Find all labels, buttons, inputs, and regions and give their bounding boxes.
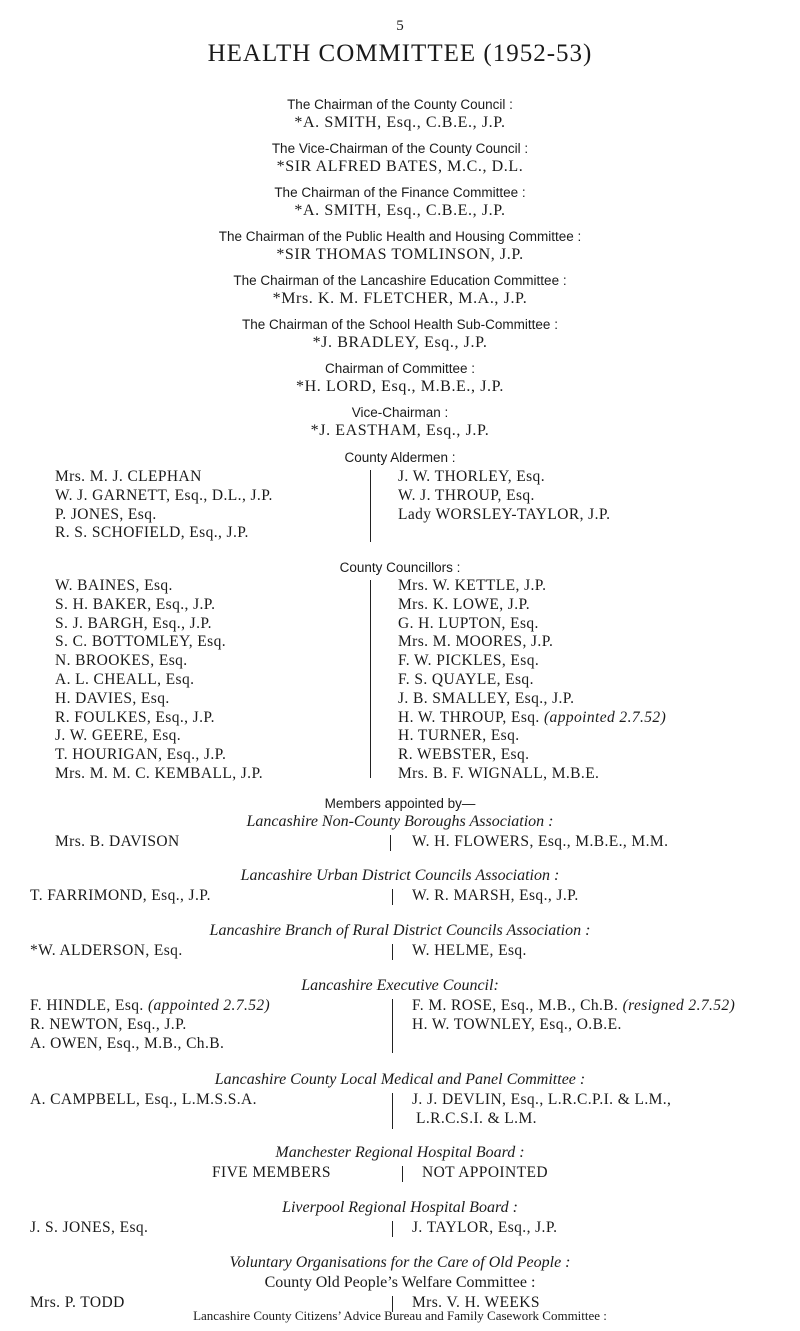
- body-title: Voluntary Organisations for the Care of Old People :: [229, 1254, 571, 1271]
- councillor-name: A. L. CHEALL, Esq.: [55, 670, 195, 688]
- councillor-name: Mrs. M. MOORES, J.P.: [398, 633, 554, 651]
- member-name: W. H. FLOWERS, Esq., M.B.E., M.M.: [412, 833, 669, 850]
- officer-name: *J. EASTHAM, Esq., J.P.: [310, 422, 490, 439]
- page-title: HEALTH COMMITTEE (1952-53): [207, 40, 593, 67]
- body-title: Lancashire Executive Council:: [301, 977, 499, 994]
- column-divider: [370, 470, 371, 542]
- officer-role: The Chairman of the County Council :: [287, 97, 513, 112]
- column-divider: [402, 1166, 403, 1182]
- alderman-name: P. JONES, Esq.: [55, 505, 157, 523]
- members-title: Members appointed by—: [324, 796, 476, 811]
- body-title: Lancashire Non-County Boroughs Association :: [246, 813, 554, 830]
- body-subtitle: County Old People’s Welfare Committee :: [264, 1274, 536, 1291]
- member-name: W. HELME, Esq.: [412, 942, 527, 959]
- member-name: NOT APPOINTED: [422, 1164, 548, 1181]
- column-divider: [392, 944, 393, 960]
- column-divider: [392, 889, 393, 905]
- officer-name: *J. BRADLEY, Esq., J.P.: [312, 334, 488, 351]
- executive-right-list: [412, 997, 735, 1035]
- column-divider: [392, 1093, 393, 1129]
- alderman-name: W. J. THROUP, Esq.: [398, 486, 535, 504]
- alderman-name: W. J. GARNETT, Esq., D.L., J.P.: [55, 486, 273, 504]
- councillor-name: W. BAINES, Esq.: [55, 577, 173, 594]
- officer-role: The Chairman of the Lancashire Education Committee :: [233, 273, 567, 288]
- member-name: A. CAMPBELL, Esq., L.M.S.S.A.: [30, 1091, 257, 1108]
- member-name: F. HINDLE, Esq.: [30, 997, 144, 1014]
- officer-name: *Mrs. K. M. FLETCHER, M.A., J.P.: [272, 290, 528, 307]
- member-name: T. FARRIMOND, Esq., J.P.: [30, 887, 211, 904]
- alderman-name: Lady WORSLEY-TAYLOR, J.P.: [398, 505, 611, 523]
- member-name: Mrs. P. TODD: [30, 1294, 125, 1311]
- member-name: Mrs. B. DAVISON: [55, 833, 180, 850]
- column-divider: [392, 999, 393, 1053]
- councillors-left-list: [55, 577, 263, 784]
- officer-role: The Chairman of the Public Health and Housing Committee :: [218, 229, 582, 244]
- councillor-name: J. B. SMALLEY, Esq., J.P.: [398, 689, 575, 707]
- councillor-name: Mrs. B. F. WIGNALL, M.B.E.: [398, 764, 600, 782]
- councillors-title: County Councillors :: [339, 560, 461, 575]
- officer-role: The Chairman of the Finance Committee :: [274, 185, 526, 200]
- officer-name: *SIR ALFRED BATES, M.C., D.L.: [276, 158, 524, 175]
- executive-left-list: [30, 997, 270, 1053]
- officer-role: The Chairman of the School Health Sub-Committee :: [242, 317, 558, 332]
- officer-role: The Vice-Chairman of the County Council :: [271, 141, 529, 156]
- councillor-name: H. W. THROUP, Esq.: [398, 708, 540, 726]
- member-name: J. J. DEVLIN, Esq., L.R.C.P.I. & L.M.,: [412, 1091, 672, 1108]
- officer-name: *SIR THOMAS TOMLINSON, J.P.: [276, 246, 524, 263]
- councillor-name: G. H. LUPTON, Esq.: [398, 614, 539, 632]
- officer-name: *H. LORD, Esq., M.B.E., J.P.: [296, 378, 504, 395]
- member-name: F. M. ROSE, Esq., M.B., Ch.B.: [412, 997, 619, 1014]
- aldermen-left-list: [55, 468, 273, 543]
- councillor-name: S. J. BARGH, Esq., J.P.: [55, 614, 212, 632]
- aldermen-right-list: [398, 468, 610, 524]
- column-divider: [392, 1221, 393, 1237]
- body-title: Lancashire County Local Medical and Panel Committee :: [214, 1071, 586, 1088]
- page-number: 5: [396, 18, 404, 34]
- column-divider: [390, 835, 391, 851]
- councillor-name: T. HOURIGAN, Esq., J.P.: [55, 746, 227, 764]
- body-title: Lancashire County Citizens’ Advice Bureau and Family Casework Committee :: [193, 1308, 607, 1323]
- member-name-continued: L.R.C.S.I. & L.M.: [416, 1109, 537, 1127]
- body-title: Lancashire Urban District Councils Association :: [240, 867, 560, 884]
- body-title: Lancashire Branch of Rural District Councils Association :: [209, 922, 591, 939]
- alderman-name: R. S. SCHOFIELD, Esq., J.P.: [55, 524, 249, 542]
- councillor-name: R. WEBSTER, Esq.: [398, 746, 530, 764]
- resignation-note: (resigned 2.7.52): [622, 997, 736, 1014]
- appointment-note: (appointed 2.7.52): [544, 708, 667, 726]
- body-title: Manchester Regional Hospital Board :: [275, 1144, 525, 1161]
- member-name: FIVE MEMBERS: [212, 1164, 331, 1181]
- officer-name: *A. SMITH, Esq., C.B.E., J.P.: [294, 114, 506, 131]
- councillor-name: Mrs. K. LOWE, J.P.: [398, 595, 531, 613]
- medical-right-list: [412, 1091, 671, 1129]
- column-divider: [370, 580, 371, 778]
- member-name: H. W. TOWNLEY, Esq., O.B.E.: [412, 1015, 622, 1033]
- councillor-name: N. BROOKES, Esq.: [55, 652, 188, 670]
- councillor-name: S. H. BAKER, Esq., J.P.: [55, 595, 216, 613]
- member-name: *W. ALDERSON, Esq.: [30, 942, 183, 959]
- member-name: A. OWEN, Esq., M.B., Ch.B.: [30, 1034, 225, 1052]
- alderman-name: Mrs. M. J. CLEPHAN: [55, 468, 202, 485]
- member-name: Mrs. V. H. WEEKS: [412, 1294, 540, 1311]
- member-name: J. S. JONES, Esq.: [30, 1219, 149, 1236]
- councillor-name: H. DAVIES, Esq.: [55, 689, 170, 707]
- officer-name: *A. SMITH, Esq., C.B.E., J.P.: [294, 202, 506, 219]
- councillor-name: J. W. GEERE, Esq.: [55, 727, 182, 745]
- member-name: J. TAYLOR, Esq., J.P.: [412, 1219, 558, 1236]
- member-name: R. NEWTON, Esq., J.P.: [30, 1015, 187, 1033]
- councillor-name: R. FOULKES, Esq., J.P.: [55, 708, 215, 726]
- councillor-name: S. C. BOTTOMLEY, Esq.: [55, 633, 227, 651]
- appointment-note: (appointed 2.7.52): [147, 997, 271, 1014]
- councillor-name: Mrs. W. KETTLE, J.P.: [398, 577, 547, 594]
- alderman-name: J. W. THORLEY, Esq.: [398, 468, 545, 485]
- councillor-name: F. S. QUAYLE, Esq.: [398, 670, 534, 688]
- body-title: Liverpool Regional Hospital Board :: [282, 1199, 518, 1216]
- councillor-name: H. TURNER, Esq.: [398, 727, 520, 745]
- aldermen-title: County Aldermen :: [344, 450, 456, 465]
- officer-role: Vice-Chairman :: [351, 405, 449, 420]
- councillor-name: Mrs. M. M. C. KEMBALL, J.P.: [55, 764, 264, 782]
- officer-role: Chairman of Committee :: [324, 361, 476, 376]
- member-name: W. R. MARSH, Esq., J.P.: [412, 887, 579, 904]
- councillor-name: F. W. PICKLES, Esq.: [398, 652, 540, 670]
- councillors-right-list: [398, 577, 666, 784]
